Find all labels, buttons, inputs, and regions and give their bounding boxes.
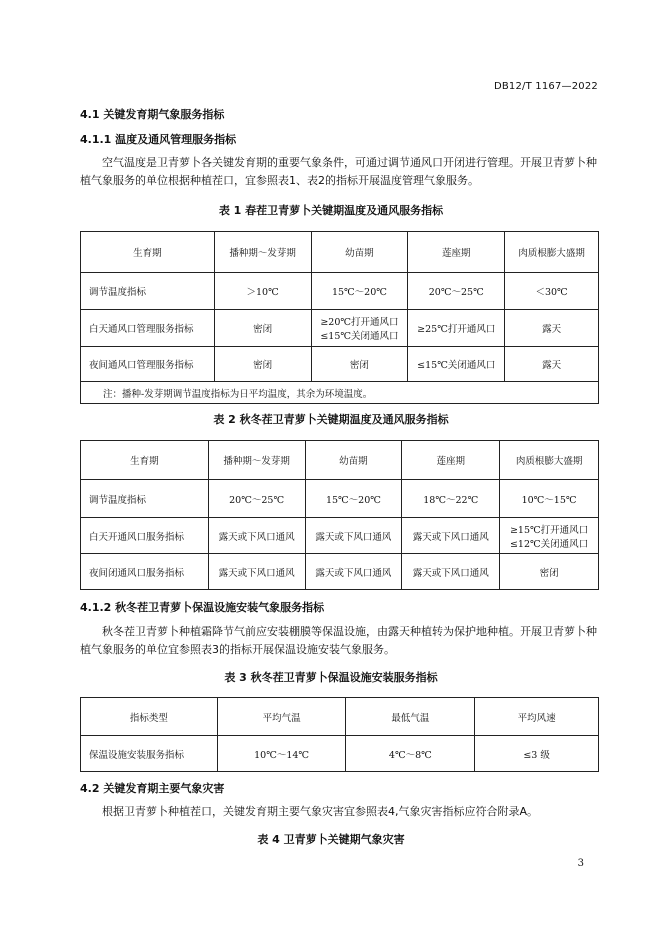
table-cell: 露天 xyxy=(505,347,599,382)
table-cell: 18℃～22℃ xyxy=(402,480,500,518)
table-cell: 15℃～20℃ xyxy=(305,480,402,518)
table-header-cell: 莲座期 xyxy=(408,232,505,273)
table-cell: 露天或下风口通风 xyxy=(402,518,500,554)
table-header-cell: 生育期 xyxy=(81,441,209,480)
table-header-cell: 幼苗期 xyxy=(311,232,408,273)
table-header-cell: 肉质根膨大盛期 xyxy=(505,232,599,273)
table1-caption: 表 1 春茬卫青萝卜关键期温度及通风服务指标 xyxy=(218,204,444,217)
table-header-cell: 莲座期 xyxy=(402,441,500,480)
table-header-cell: 幼苗期 xyxy=(305,441,402,480)
table-cell: 露天或下风口通风 xyxy=(402,554,500,590)
table-header-cell: 指标类型 xyxy=(81,698,218,736)
table-cell: 密闭 xyxy=(214,310,311,347)
table3-caption: 表 3 秋冬茬卫青萝卜保温设施安装服务指标 xyxy=(224,671,438,684)
section-4-1-2-title: 4.1.2 秋冬茬卫青萝卜保温设施安装气象服务指标 xyxy=(80,601,325,614)
table-cell: 露天或下风口通风 xyxy=(305,554,402,590)
section-4-1-1-title: 4.1.1 温度及通风管理服务指标 xyxy=(80,133,237,146)
table-cell: 露天 xyxy=(505,310,599,347)
table-cell: ≥25℃打开通风口 xyxy=(408,310,505,347)
table-cell: 白天开通风口服务指标 xyxy=(81,518,209,554)
section-4-2-title: 4.2 关键发育期主要气象灾害 xyxy=(80,782,225,795)
table-cell: 露天或下风口通风 xyxy=(208,554,305,590)
table-cell: 20℃～25℃ xyxy=(408,273,505,310)
table-header-cell: 播种期～发芽期 xyxy=(208,441,305,480)
table-cell: 露天或下风口通风 xyxy=(305,518,402,554)
table-cell: 露天或下风口通风 xyxy=(208,518,305,554)
table-cell: 密闭 xyxy=(311,347,408,382)
page-number: 3 xyxy=(577,858,584,869)
table-cell: 密闭 xyxy=(500,554,599,590)
table-header-cell: 最低气温 xyxy=(346,698,475,736)
table-cell: 夜间闭通风口服务指标 xyxy=(81,554,209,590)
table-cell: 夜间通风口管理服务指标 xyxy=(81,347,215,382)
table-row xyxy=(81,310,599,347)
table-header-cell: 平均气温 xyxy=(217,698,346,736)
table-row xyxy=(81,480,599,518)
table-cell: 10℃～15℃ xyxy=(500,480,599,518)
table-header-cell: 平均风速 xyxy=(475,698,599,736)
table-row xyxy=(81,518,599,554)
table-header-cell: 播种期～发芽期 xyxy=(214,232,311,273)
section-4-1-title: 4.1 关键发育期气象服务指标 xyxy=(80,108,225,121)
section-4-1-1-paragraph: 空气温度是卫青萝卜各关键发育期的重要气象条件，可通过调节通风口开闭进行管理。开展卫青萝卜种植气象服务的单位根据种植茬口，宜参照表1、表2的指标开展温度管理气象服务。 xyxy=(80,156,597,187)
table-row xyxy=(81,736,599,772)
table3 xyxy=(80,697,599,772)
table-cell xyxy=(311,310,408,347)
table-cell: ＞10℃ xyxy=(214,273,311,310)
cell-line: ≤15℃关闭通风口 xyxy=(320,331,399,342)
table-cell: 白天通风口管理服务指标 xyxy=(81,310,215,347)
table-cell: 15℃～20℃ xyxy=(311,273,408,310)
table2 xyxy=(80,440,599,590)
table-row xyxy=(81,273,599,310)
table-cell: 20℃～25℃ xyxy=(208,480,305,518)
table-header-cell: 生育期 xyxy=(81,232,215,273)
table-cell: 10℃～14℃ xyxy=(217,736,346,772)
table-cell: ＜30℃ xyxy=(505,273,599,310)
table-note-row xyxy=(81,382,599,404)
cell-line: ≥20℃打开通风口 xyxy=(320,317,399,328)
section-4-1-2-paragraph: 秋冬茬卫青萝卜种植霜降节气前应安装棚膜等保温设施，由露天种植转为保护地种植。开展卫青萝卜种植气象服务的单位宜参照表3的指标开展保温设施安装气象服务。 xyxy=(80,625,597,656)
table2-header-row xyxy=(81,441,599,480)
table1-header-row xyxy=(81,232,599,273)
table-cell: 保温设施安装服务指标 xyxy=(81,736,218,772)
table-row xyxy=(81,347,599,382)
table-cell: 4℃～8℃ xyxy=(346,736,475,772)
table-cell: ≤15℃关闭通风口 xyxy=(408,347,505,382)
table1-note: 注：播种-发芽期调节温度指标为日平均温度，其余为环境温度。 xyxy=(81,382,599,404)
table3-header-row xyxy=(81,698,599,736)
cell-line: ≥15℃打开通风口 xyxy=(509,524,589,536)
table1 xyxy=(80,231,599,404)
table-row xyxy=(81,554,599,590)
table-cell: 调节温度指标 xyxy=(81,273,215,310)
table4-caption: 表 4 卫青萝卜关键期气象灾害 xyxy=(257,833,405,846)
cell-line: ≤12℃关闭通风口 xyxy=(509,538,589,550)
table-cell: 密闭 xyxy=(214,347,311,382)
table-cell: 调节温度指标 xyxy=(81,480,209,518)
table-cell xyxy=(500,518,599,554)
table-header-cell: 肉质根膨大盛期 xyxy=(500,441,599,480)
section-4-2-paragraph: 根据卫青萝卜种植茬口，关键发育期主要气象灾害宜参照表4,气象灾害指标应符合附录A。 xyxy=(102,805,539,818)
table2-caption: 表 2 秋冬茬卫青萝卜关键期温度及通风服务指标 xyxy=(213,413,449,426)
table-cell: ≤3 级 xyxy=(475,736,599,772)
document-id: DB12/T 1167—2022 xyxy=(493,81,598,92)
